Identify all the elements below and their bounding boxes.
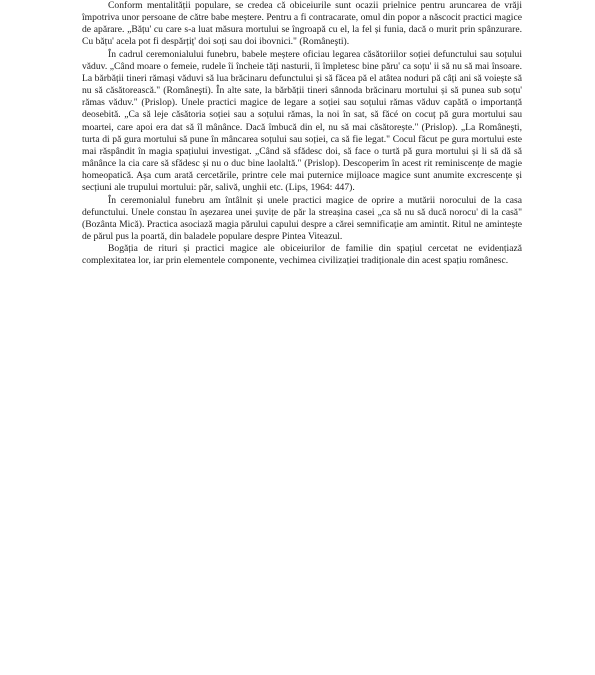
paragraph-3: În ceremonialul funebru am întâlnit și unele practici magice de oprire a mutării norocului de la casa defunctului. Unele constau în așezarea unei șuvițe de păr la streașina casei „ca să nu să ducă norocu' di la casă" (Bozânta Mică). Practica asociază magia părului capului despre a cărei semnificație am amintit. Ritul ne amintește de părul pus la poartă, din baladele populare despre Pintea Viteazul.	[82, 194, 522, 242]
paragraph-4: Bogăția de rituri și practici magice ale obiceiurilor de familie din spațiul cercetat ne evidențiază complexitatea lor, iar prin elementele componente, vechimea civilizației tradiționale din acest spațiu românesc.	[82, 243, 522, 267]
paragraph-2: În cadrul ceremonialului funebru, babele meștere oficiau legarea căsătoriilor soției defunctului sau soțului văduv. „Când moare o femeie, rudele îi încheie tăți nasturii, îi împletesc bine păru' ca soțu' ii să nu să mai însoare. La bărbății tineri rămași văduvi să lua brăcinaru defunctului și să făcea pă el atâtea noduri pă câți ani să voiește să nu să căsătorească." (Româneşti). În alte sate, la bărbății tineri sânnoda brăcinaru mortului și să punea sub soțu' rămas văduv." (Prislop). Unele practici magice de legare a soției sau soțului rămas văduv capătă o importanță deosebită. „Ca să leje căsătoria soției sau a soțului rămas, la noi în sat, să făcé on cocuț pă gura mortului sau moartei, care apoi era dat să îl mânânce. Dacă îmbucă din el, nu să mai căsătorește." (Prislop). „La Româneşti, turta di pă gura mortului să pune în mâncarea soțului sau soției, ca să fie legat." Cocul făcut pe gura mortului este mai răspândit în magia spațiului investigat. „Când să sfădesc doi, să face o turtă pă gura mortului și li să dă să mânânce la cia care să sfădesc și nu o duc bine laolaltă." (Prislop). Descoperim în acest rit reminiscențe de magie homeopatică. Așa cum arată cercetările, printre cele mai puternice mijloace magice sunt anumite excrescențe și secțiuni ale trupului mortului: păr, salivă, unghii etc. (Lips, 1964: 447).	[82, 48, 522, 194]
paragraph-1: Conform mentalității populare, se credea că obiceiurile sunt ocazii prielnice pentru aruncarea de vrăji împotriva unor persoane de către babe meștere. Pentru a fi contracarate, omul din popor a născocit practici magice de apărare. „Bățu' cu care s-a luat măsura mortului se îngroapă cu el, la fel și funia, dacă o murit prin spânzurare. Cu bățu' acela pot fi despărțiț' doi soți sau doi ibovnici." (Româneşti).	[82, 0, 522, 48]
document-body	[82, 0, 522, 267]
